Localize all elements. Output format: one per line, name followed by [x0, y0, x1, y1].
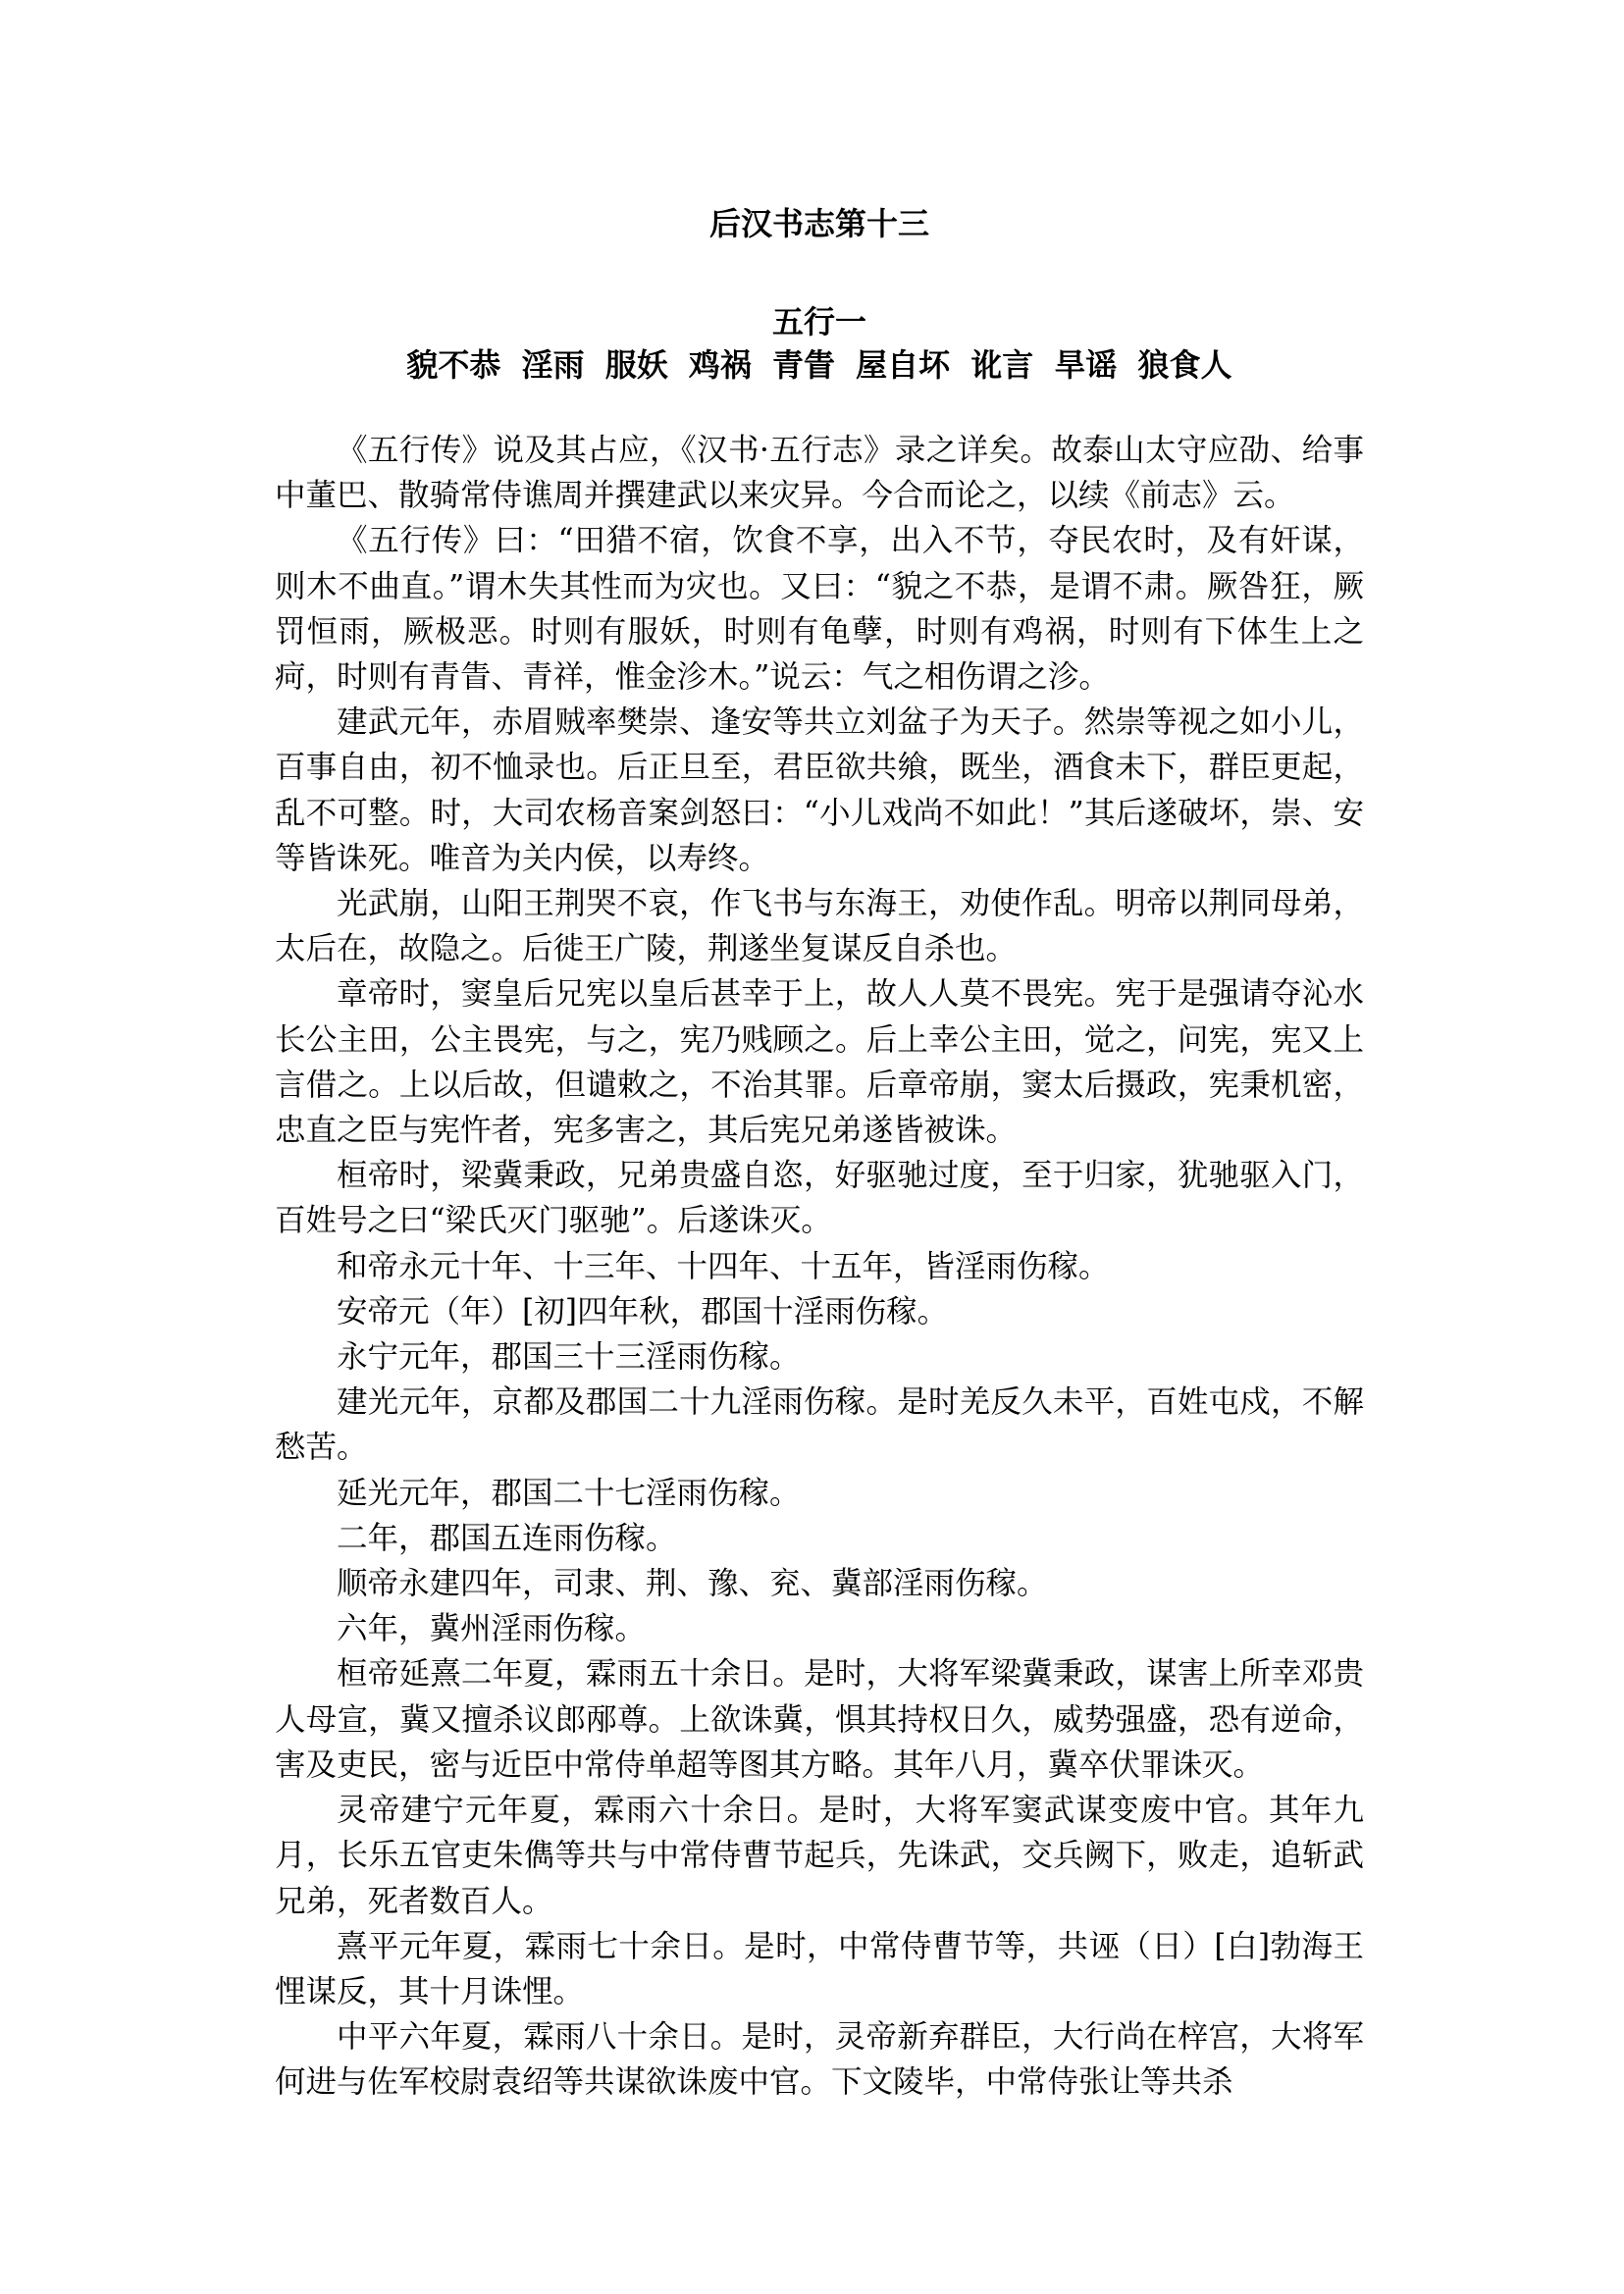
paragraph: 灵帝建宁元年夏，霖雨六十余日。是时，大将军窦武谋变废中官。其年九月，长乐五官吏朱儁等共与中常侍曹节起兵，先诛武，交兵阙下，败走，追斩武兄弟，死者数百人。 — [275, 1793, 1364, 1919]
paragraph: 永宁元年，郡国三十三淫雨伤稼。 — [337, 1339, 801, 1376]
paragraph: 熹平元年夏，霖雨七十余日。是时，中常侍曹节等，共诬（日）[白]勃海王悝谋反，其十月诛悝。 — [275, 1928, 1364, 2009]
paragraph: 章帝时，窦皇后兄宪以皇后甚幸于上，故人人莫不畏宪。宪于是强请夺沁水长公主田，公主畏宪，与之，宪乃贱顾之。后上幸公主田，觉之，问宪，宪又上言借之。上以后故，但谴敕之，不治其罪。后章帝崩，窦太后摄政，宪秉机密，忠直之臣与宪忤者，宪多害之，其后宪兄弟遂皆被诛。 — [275, 976, 1364, 1149]
paragraph: 建光元年，京都及郡国二十九淫雨伤稼。是时羌反久未平，百姓屯戍，不解愁苦。 — [275, 1384, 1364, 1466]
document-body — [275, 428, 1364, 2106]
document-page — [275, 202, 1364, 2106]
paragraph: 桓帝延熹二年夏，霖雨五十余日。是时，大将军梁冀秉政，谋害上所幸邓贵人母宣，冀又擅杀议郎邴尊。上欲诛冀，惧其持权日久，威势强盛，恐有逆命，害及吏民，密与近臣中常侍单超等图其方略。其年八月，冀卒伏罪诛灭。 — [275, 1656, 1364, 1783]
paragraph: 中平六年夏，霖雨八十余日。是时，灵帝新弃群臣，大行尚在梓宫，大将军何进与佐军校尉袁绍等共谋欲诛废中官。下文陵毕，中常侍张让等共杀 — [275, 2019, 1364, 2101]
paragraph: 安帝元（年）[初]四年秋，郡国十淫雨伤稼。 — [337, 1293, 949, 1329]
paragraph: 《五行传》说及其占应，《汉书·五行志》录之详矣。故泰山太守应劭、给事中董巴、散骑常侍谯周并撰建武以来灾异。今合而论之，以续《前志》云。 — [275, 433, 1364, 514]
paragraph: 《五行传》曰：“田猎不宿，饮食不享，出入不节，夺民农时，及有奸谋，则木不曲直。”谓木失其性而为灾也。又曰：“貌之不恭，是谓不肃。厥咎狂，厥罚恒雨，厥极恶。时则有服妖，时则有龟孽，时则有鸡祸，时则有下体生上之疴，时则有青眚、青祥，惟金沴木。”说云：气之相伤谓之沴。 — [275, 523, 1364, 696]
paragraph: 六年，冀州淫雨伤稼。 — [337, 1611, 647, 1647]
section-title: 五行一 — [771, 303, 866, 340]
document-title: 后汉书志第十三 — [708, 205, 929, 242]
paragraph: 二年，郡国五连雨伤稼。 — [337, 1520, 677, 1556]
paragraph: 和帝永元十年、十三年、十四年、十五年，皆淫雨伤稼。 — [337, 1248, 1110, 1284]
paragraph: 延光元年，郡国二十七淫雨伤稼。 — [337, 1475, 801, 1511]
paragraph: 桓帝时，梁冀秉政，兄弟贵盛自恣，好驱驰过度，至于归家，犹驰驱入门，百姓号之曰“梁氏灭门驱驰”。后遂诛灭。 — [275, 1158, 1364, 1239]
paragraph: 建武元年，赤眉贼率樊崇、逢安等共立刘盆子为天子。然崇等视之如小儿，百事自由，初不恤录也。后正旦至，君臣欲共飨，既坐，酒食未下，群臣更起，乱不可整。时，大司农杨音案剑怒曰：“小儿戏尚不如此！”其后遂破坏，崇、安等皆诛死。唯音为关内侯，以寿终。 — [275, 704, 1364, 876]
section-topics: 貌不恭 淫雨 服妖 鸡祸 青眚 屋自坏 讹言 旱谣 狼食人 — [406, 346, 1232, 384]
paragraph: 光武崩，山阳王荆哭不哀，作飞书与东海王，劝使作乱。明帝以荆同母弟，太后在，故隐之。后徙王广陵，荆遂坐复谋反自杀也。 — [275, 886, 1364, 967]
paragraph: 顺帝永建四年，司隶、荆、豫、兖、冀部淫雨伤稼。 — [337, 1566, 1048, 1602]
